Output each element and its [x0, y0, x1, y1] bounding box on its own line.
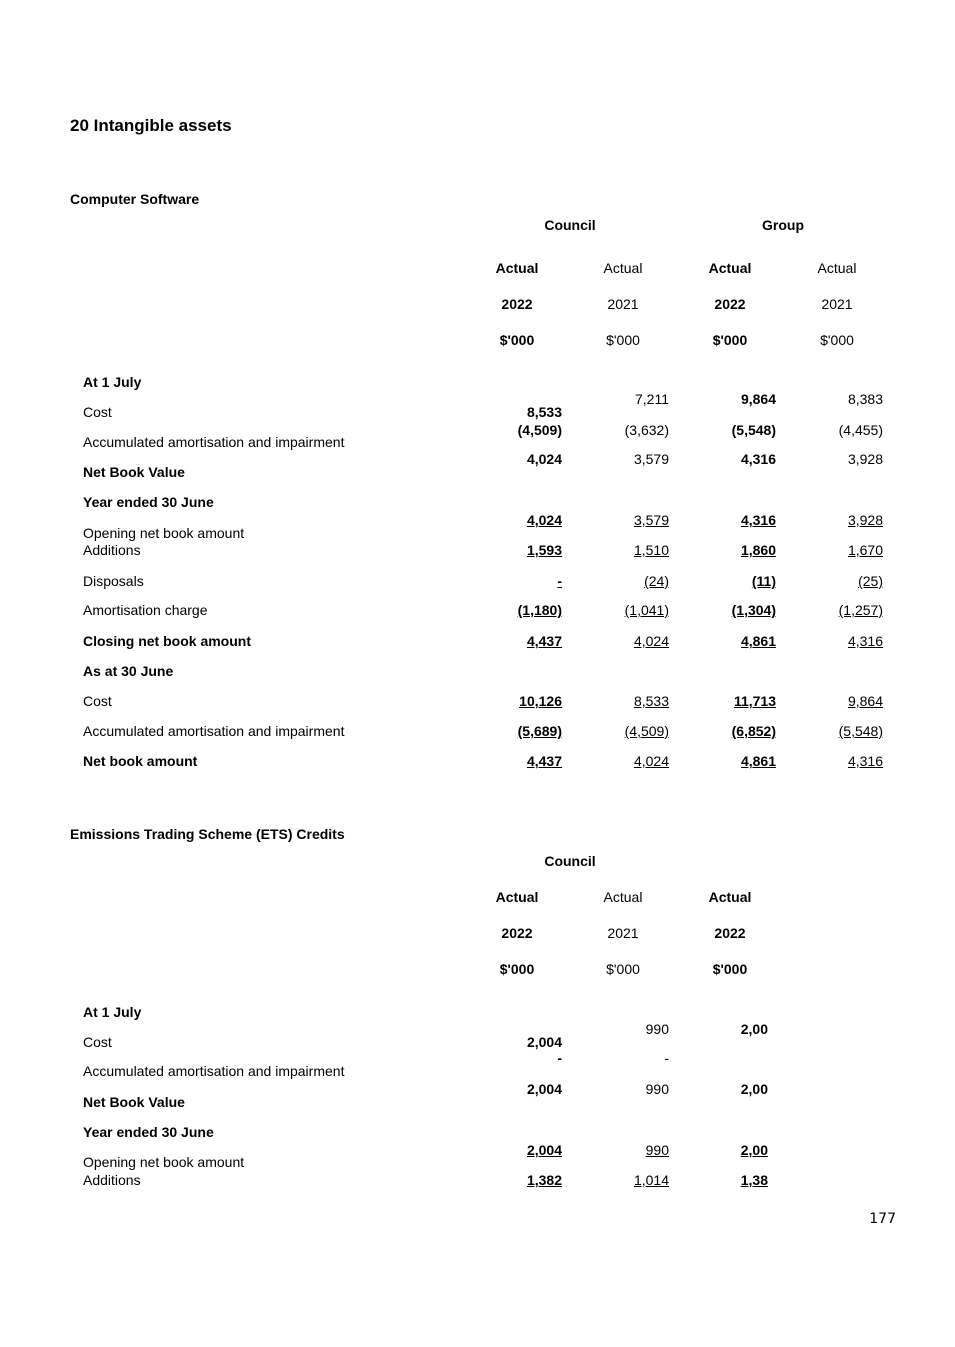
- value-cell: 990: [645, 1081, 669, 1097]
- row-label-at-1-july: At 1 July: [83, 374, 142, 390]
- value-cell: (1,041): [624, 602, 669, 618]
- row-label-opening: Opening net book amount: [83, 1154, 245, 1170]
- value-cell: 1,38: [740, 1172, 768, 1188]
- col-group-council: Council: [544, 217, 596, 233]
- value-cell: 1,014: [633, 1172, 669, 1188]
- col-group-group: Group: [762, 217, 804, 233]
- value-cell: (6,852): [731, 723, 776, 739]
- value-cell: 4,316: [847, 753, 883, 769]
- col-actual-header: Actual: [495, 260, 539, 276]
- value-cell: 11,713: [733, 693, 776, 709]
- value-cell: 4,437: [526, 633, 562, 649]
- row-label-accumulated: Accumulated amortisation and impairment: [83, 723, 345, 739]
- col-actual-header: Actual: [495, 889, 539, 905]
- value-cell: 3,928: [847, 512, 883, 528]
- row-label-additions: Additions: [83, 1172, 141, 1188]
- value-cell: (4,509): [624, 723, 669, 739]
- value-cell: 4,437: [526, 753, 562, 769]
- value-cell: 8,533: [633, 693, 669, 709]
- col-actual-header: Actual: [708, 260, 752, 276]
- value-cell: (1,304): [731, 602, 776, 618]
- col-actual-header: Actual: [708, 889, 752, 905]
- value-cell: 4,024: [526, 512, 562, 528]
- value-cell: -: [664, 1050, 669, 1066]
- col-unit-header: $'000: [820, 332, 854, 348]
- row-label-at-1-july: At 1 July: [83, 1004, 142, 1020]
- col-year-header: 2021: [821, 296, 853, 312]
- value-cell: 1,860: [740, 542, 776, 558]
- value-cell: (3,632): [624, 422, 669, 438]
- row-label-net-book-value: Net Book Value: [83, 1094, 185, 1110]
- value-cell: 4,316: [740, 451, 776, 467]
- row-label-cost: Cost: [83, 404, 112, 420]
- value-cell: 3,579: [633, 512, 669, 528]
- value-cell: 1,382: [526, 1172, 562, 1188]
- row-label-disposals: Disposals: [83, 573, 144, 589]
- value-cell: 4,861: [740, 753, 776, 769]
- value-cell: 4,024: [633, 753, 669, 769]
- value-cell: -: [557, 1050, 562, 1066]
- value-cell: 4,316: [847, 633, 883, 649]
- row-label-additions: Additions: [83, 542, 141, 558]
- col-group-council: Council: [544, 853, 596, 869]
- col-year-header: 2022: [714, 925, 746, 941]
- col-unit-header: $'000: [606, 332, 640, 348]
- value-cell: 4,861: [740, 633, 776, 649]
- section-heading-software: Computer Software: [70, 191, 200, 207]
- col-unit-header: $'000: [499, 332, 535, 348]
- value-cell: 7,211: [635, 391, 669, 407]
- value-cell: -: [557, 573, 562, 589]
- col-unit-header: $'000: [712, 332, 748, 348]
- value-cell: (5,548): [731, 422, 776, 438]
- page-title: 20 Intangible assets: [70, 116, 232, 135]
- page-number: 177: [869, 1211, 896, 1227]
- value-cell: (4,455): [838, 422, 883, 438]
- value-cell: 1,593: [526, 542, 562, 558]
- row-label-year-ended: Year ended 30 June: [83, 494, 214, 510]
- value-cell: 990: [645, 1142, 669, 1158]
- row-label-closing: Closing net book amount: [83, 633, 251, 649]
- value-cell: 2,00: [740, 1021, 768, 1037]
- col-year-header: 2021: [607, 925, 639, 941]
- col-actual-header: Actual: [817, 260, 857, 276]
- col-year-header: 2022: [714, 296, 746, 312]
- value-cell: 8,533: [526, 404, 562, 420]
- col-year-header: 2022: [501, 925, 533, 941]
- value-cell: 4,024: [633, 633, 669, 649]
- row-label-net-book-amount: Net book amount: [83, 753, 198, 769]
- value-cell: 2,00: [740, 1081, 768, 1097]
- value-cell: 2,004: [526, 1034, 562, 1050]
- value-cell: (25): [858, 573, 883, 589]
- col-unit-header: $'000: [499, 961, 535, 977]
- value-cell: 2,00: [740, 1142, 768, 1158]
- value-cell: (5,689): [517, 723, 562, 739]
- row-label-accumulated: Accumulated amortisation and impairment: [83, 1063, 345, 1079]
- value-cell: 990: [645, 1021, 669, 1037]
- row-label-year-ended: Year ended 30 June: [83, 1124, 214, 1140]
- value-cell: (24): [644, 573, 669, 589]
- value-cell: (11): [751, 573, 776, 589]
- value-cell: 2,004: [526, 1142, 562, 1158]
- value-cell: 1,670: [847, 542, 883, 558]
- row-label-cost: Cost: [83, 1034, 112, 1050]
- row-label-net-book-value: Net Book Value: [83, 464, 185, 480]
- value-cell: (1,180): [517, 602, 562, 618]
- col-year-header: 2022: [501, 296, 533, 312]
- value-cell: 10,126: [519, 693, 562, 709]
- value-cell: 9,864: [740, 391, 776, 407]
- row-label-accumulated: Accumulated amortisation and impairment: [83, 434, 345, 450]
- col-unit-header: $'000: [606, 961, 640, 977]
- col-actual-header: Actual: [603, 260, 643, 276]
- col-unit-header: $'000: [712, 961, 748, 977]
- value-cell: (4,509): [517, 422, 562, 438]
- col-actual-header: Actual: [603, 889, 643, 905]
- col-year-header: 2021: [607, 296, 639, 312]
- row-label-amortisation: Amortisation charge: [83, 602, 208, 618]
- value-cell: 2,004: [526, 1081, 562, 1097]
- value-cell: 4,024: [526, 451, 562, 467]
- value-cell: (1,257): [838, 602, 883, 618]
- value-cell: 8,383: [847, 391, 883, 407]
- row-label-cost: Cost: [83, 693, 112, 709]
- section-heading-ets: Emissions Trading Scheme (ETS) Credits: [70, 826, 345, 842]
- value-cell: 4,316: [740, 512, 776, 528]
- value-cell: 3,579: [633, 451, 669, 467]
- value-cell: 3,928: [847, 451, 883, 467]
- value-cell: 1,510: [633, 542, 669, 558]
- value-cell: 9,864: [847, 693, 883, 709]
- row-label-opening: Opening net book amount: [83, 525, 245, 541]
- row-label-as-at: As at 30 June: [83, 663, 174, 679]
- value-cell: (5,548): [838, 723, 883, 739]
